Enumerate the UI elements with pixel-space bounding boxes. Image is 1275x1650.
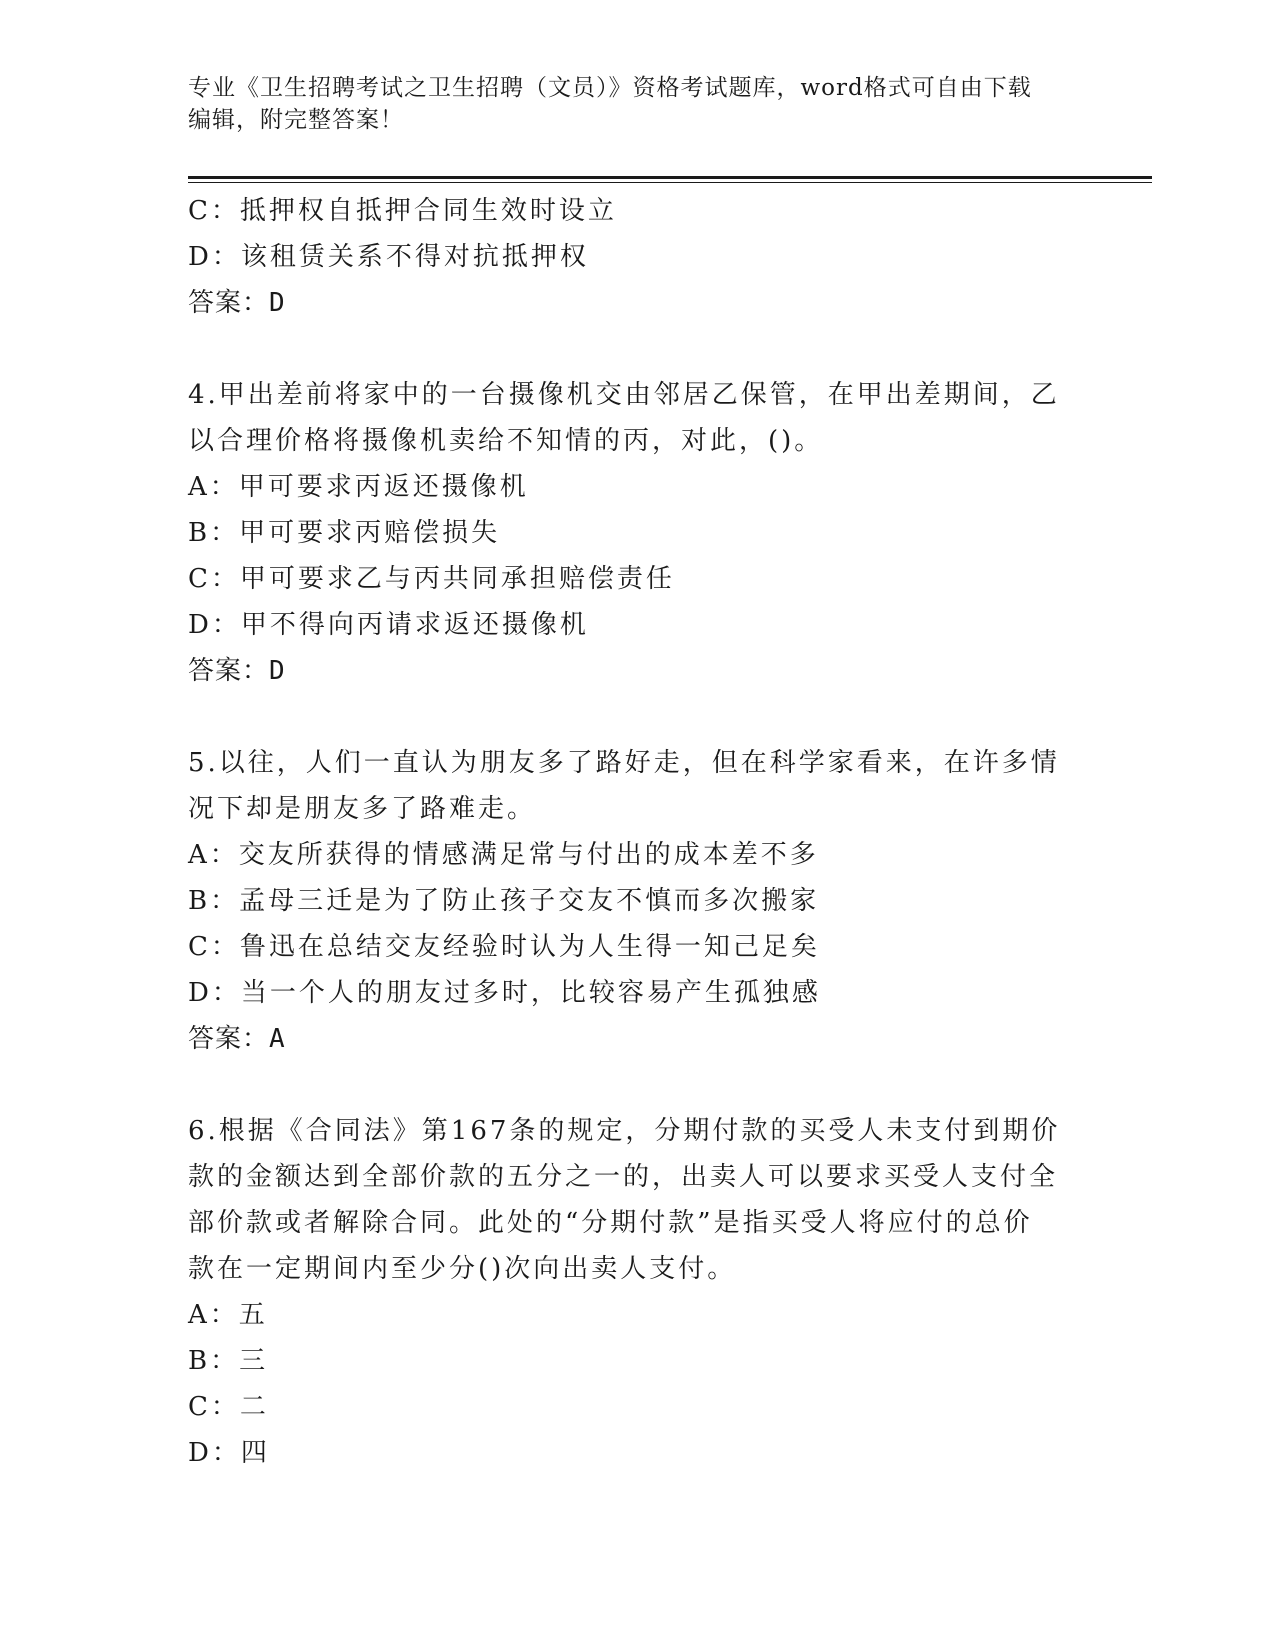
question-6 bbox=[188, 1108, 1068, 1476]
document-header bbox=[188, 72, 1088, 136]
option-d: D：四 bbox=[188, 1438, 270, 1468]
stem-line: 4.甲出差前将家中的一台摄像机交由邻居乙保管，在甲出差期间，乙 bbox=[188, 380, 1060, 410]
answer-line: 答案：A bbox=[188, 1024, 286, 1054]
question-spacer bbox=[188, 694, 1068, 740]
question-spacer bbox=[188, 326, 1068, 372]
stem-line: 款的金额达到全部价款的五分之一的，出卖人可以要求买受人支付全 bbox=[188, 1162, 1059, 1192]
question-spacer bbox=[188, 1062, 1068, 1108]
stem-line: 以合理价格将摄像机卖给不知情的丙，对此，()。 bbox=[188, 426, 824, 456]
question-list bbox=[188, 188, 1068, 1476]
question-4 bbox=[188, 372, 1068, 694]
option-c: C：甲可要求乙与丙共同承担赔偿责任 bbox=[188, 564, 675, 594]
stem-line: 5.以往，人们一直认为朋友多了路好走，但在科学家看来，在许多情 bbox=[188, 748, 1060, 778]
question-3-continuation bbox=[188, 188, 1068, 326]
header-divider-thin bbox=[188, 182, 1152, 183]
option-b: B：三 bbox=[188, 1346, 269, 1376]
header-line-2: 编辑，附完整答案！ bbox=[188, 107, 404, 133]
question-stem bbox=[188, 372, 1068, 464]
stem-line: 部价款或者解除合同。此处的“分期付款”是指买受人将应付的总价 bbox=[188, 1208, 1033, 1238]
stem-line: 况下却是朋友多了路难走。 bbox=[188, 794, 537, 824]
option-c: C：鲁迅在总结交友经验时认为人生得一知己足矣 bbox=[188, 932, 820, 962]
option-d: D：甲不得向丙请求返还摄像机 bbox=[188, 610, 589, 640]
header-line-1: 专业《卫生招聘考试之卫生招聘（文员）》资格考试题库，word格式可自由下载 bbox=[188, 75, 1032, 101]
option-c: C：抵押权自抵押合同生效时设立 bbox=[188, 196, 617, 226]
option-a: A：甲可要求丙返还摄像机 bbox=[188, 472, 529, 502]
option-c: C：二 bbox=[188, 1392, 269, 1422]
answer-line: 答案：D bbox=[188, 288, 286, 318]
answer-line: 答案：D bbox=[188, 656, 286, 686]
option-d: D：当一个人的朋友过多时，比较容易产生孤独感 bbox=[188, 978, 821, 1008]
option-b: B：甲可要求丙赔偿损失 bbox=[188, 518, 501, 548]
option-d: D：该租赁关系不得对抗抵押权 bbox=[188, 242, 589, 272]
stem-line: 6.根据《合同法》第167条的规定，分期付款的买受人未支付到期价 bbox=[188, 1116, 1061, 1146]
option-a: A：五 bbox=[188, 1300, 268, 1330]
question-stem bbox=[188, 740, 1068, 832]
option-b: B：孟母三迁是为了防止孩子交友不慎而多次搬家 bbox=[188, 886, 820, 916]
header-divider-thick bbox=[188, 176, 1152, 179]
question-5 bbox=[188, 740, 1068, 1062]
option-a: A：交友所获得的情感满足常与付出的成本差不多 bbox=[188, 840, 819, 870]
stem-line: 款在一定期间内至少分()次向出卖人支付。 bbox=[188, 1254, 737, 1284]
question-stem bbox=[188, 1108, 1068, 1292]
